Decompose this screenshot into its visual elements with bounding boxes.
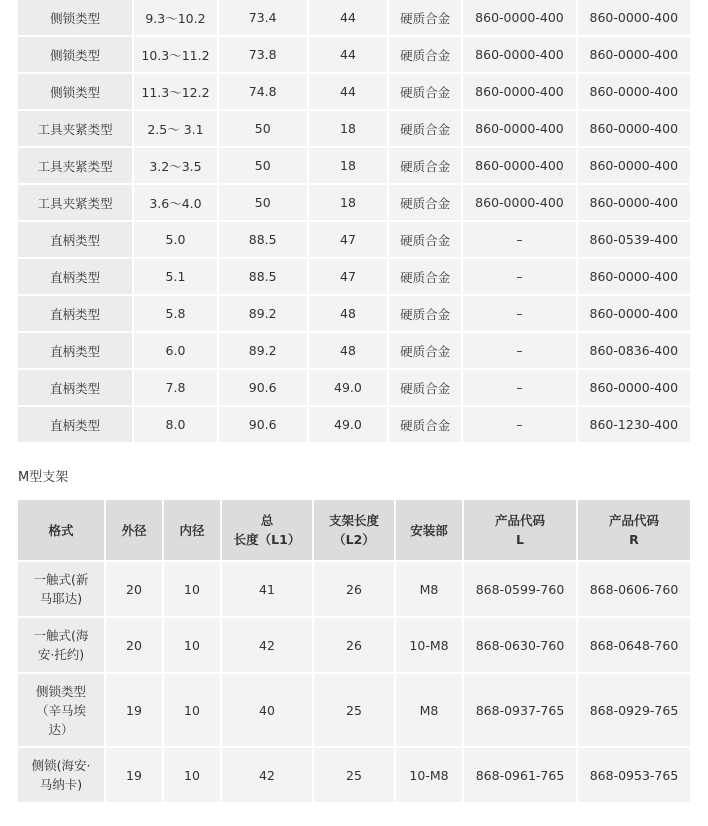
- table-cell: 硬质合金: [389, 259, 461, 294]
- table-row: [18, 296, 690, 331]
- table-cell: 47: [309, 259, 387, 294]
- table-cell: 直柄类型: [18, 222, 132, 257]
- table-cell: 860-0000-400: [463, 37, 575, 72]
- table-row: [18, 407, 690, 442]
- table-cell: 860-0000-400: [578, 185, 690, 220]
- column-header: 支架长度 （L2）: [314, 500, 394, 560]
- table-cell: 860-0000-400: [578, 0, 690, 35]
- table-cell: 90.6: [219, 370, 307, 405]
- product-table-m-bracket: [16, 498, 692, 804]
- table-cell: 10-M8: [396, 748, 462, 802]
- table-cell: 硬质合金: [389, 333, 461, 368]
- table-cell: 10: [164, 562, 220, 616]
- table-cell: 48: [309, 296, 387, 331]
- table-cell: 26: [314, 618, 394, 672]
- table-cell: 5.0: [134, 222, 216, 257]
- table-cell: 50: [219, 111, 307, 146]
- table-cell: 73.8: [219, 37, 307, 72]
- table-cell: 18: [309, 111, 387, 146]
- table-cell: 10: [164, 618, 220, 672]
- table-cell: –: [463, 222, 575, 257]
- table-cell: 868-0630-760: [464, 618, 576, 672]
- table-cell: 10: [164, 674, 220, 746]
- table-cell: 侧锁类型: [18, 0, 132, 35]
- column-header: 内径: [164, 500, 220, 560]
- table-cell: 40: [222, 674, 312, 746]
- table-row: [18, 259, 690, 294]
- table-cell: 860-0539-400: [578, 222, 690, 257]
- table-cell: 860-0000-400: [463, 185, 575, 220]
- table-cell: 42: [222, 748, 312, 802]
- table-cell: 47: [309, 222, 387, 257]
- table-cell: 6.0: [134, 333, 216, 368]
- table-row: [18, 674, 690, 746]
- table-cell: 5.8: [134, 296, 216, 331]
- column-header: 格式: [18, 500, 104, 560]
- table-cell: 868-0953-765: [578, 748, 690, 802]
- table-cell: 工具夹紧类型: [18, 148, 132, 183]
- table-cell: 50: [219, 148, 307, 183]
- table-cell: 860-0836-400: [578, 333, 690, 368]
- table-cell: 硬质合金: [389, 296, 461, 331]
- table-cell: 860-0000-400: [578, 74, 690, 109]
- table-cell: M8: [396, 674, 462, 746]
- table-cell: 50: [219, 185, 307, 220]
- table-cell: 侧锁类型 （辛马埃 达）: [18, 674, 104, 746]
- table-cell: 3.6～4.0: [134, 185, 216, 220]
- table-cell: 868-0648-760: [578, 618, 690, 672]
- table-cell: 一触式(新 马耶达): [18, 562, 104, 616]
- table-cell: 860-0000-400: [578, 111, 690, 146]
- column-header: 产品代码 R: [578, 500, 690, 560]
- table-row: [18, 618, 690, 672]
- table-cell: 88.5: [219, 259, 307, 294]
- column-header: 安装部: [396, 500, 462, 560]
- table-cell: 868-0606-760: [578, 562, 690, 616]
- table-cell: 直柄类型: [18, 407, 132, 442]
- table-cell: –: [463, 370, 575, 405]
- table-row: [18, 562, 690, 616]
- table-cell: 直柄类型: [18, 333, 132, 368]
- table-cell: 8.0: [134, 407, 216, 442]
- table-row: [18, 185, 690, 220]
- table-cell: 20: [106, 562, 162, 616]
- table-cell: 工具夹紧类型: [18, 185, 132, 220]
- table-cell: 9.3～10.2: [134, 0, 216, 35]
- table-cell: 一触式(海 安·托约): [18, 618, 104, 672]
- column-header: 产品代码 L: [464, 500, 576, 560]
- table-cell: 868-0937-765: [464, 674, 576, 746]
- table-cell: 73.4: [219, 0, 307, 35]
- table-cell: 868-0929-765: [578, 674, 690, 746]
- table-cell: 硬质合金: [389, 407, 461, 442]
- table-cell: M8: [396, 562, 462, 616]
- table-cell: 860-0000-400: [578, 296, 690, 331]
- table-row: [18, 370, 690, 405]
- table-cell: 直柄类型: [18, 259, 132, 294]
- table-cell: 硬质合金: [389, 222, 461, 257]
- table-cell: 860-0000-400: [463, 0, 575, 35]
- table-cell: 88.5: [219, 222, 307, 257]
- table-cell: 硬质合金: [389, 185, 461, 220]
- table-cell: 48: [309, 333, 387, 368]
- table-cell: 42: [222, 618, 312, 672]
- section-title-m-bracket: M型支架: [18, 470, 69, 485]
- table-cell: 硬质合金: [389, 370, 461, 405]
- table-cell: 侧锁(海安· 马纳卡): [18, 748, 104, 802]
- table-cell: 侧锁类型: [18, 37, 132, 72]
- table-cell: 89.2: [219, 296, 307, 331]
- table-cell: 860-1230-400: [578, 407, 690, 442]
- table-cell: 860-0000-400: [578, 148, 690, 183]
- table-row: [18, 37, 690, 72]
- table-row: [18, 222, 690, 257]
- table-row: [18, 748, 690, 802]
- table-cell: 868-0599-760: [464, 562, 576, 616]
- table-cell: 5.1: [134, 259, 216, 294]
- table-cell: 硬质合金: [389, 111, 461, 146]
- table-cell: 硬质合金: [389, 0, 461, 35]
- table-cell: 10.3～11.2: [134, 37, 216, 72]
- table-cell: 89.2: [219, 333, 307, 368]
- table-cell: 3.2～3.5: [134, 148, 216, 183]
- table-cell: 74.8: [219, 74, 307, 109]
- table-cell: 2.5～ 3.1: [134, 111, 216, 146]
- table-cell: 硬质合金: [389, 37, 461, 72]
- product-table-1: [16, 0, 692, 444]
- table-cell: 860-0000-400: [578, 370, 690, 405]
- table-cell: 25: [314, 674, 394, 746]
- table-cell: 7.8: [134, 370, 216, 405]
- table-cell: 868-0961-765: [464, 748, 576, 802]
- table-cell: 硬质合金: [389, 148, 461, 183]
- table-cell: 10-M8: [396, 618, 462, 672]
- column-header: 外径: [106, 500, 162, 560]
- table-cell: –: [463, 333, 575, 368]
- table-cell: 20: [106, 618, 162, 672]
- table-cell: 44: [309, 0, 387, 35]
- table-cell: 44: [309, 37, 387, 72]
- table-row: [18, 148, 690, 183]
- table-cell: 18: [309, 148, 387, 183]
- table-cell: 25: [314, 748, 394, 802]
- table-cell: 硬质合金: [389, 74, 461, 109]
- table-row: [18, 0, 690, 35]
- column-header: 总 长度（L1）: [222, 500, 312, 560]
- table-row: [18, 333, 690, 368]
- table-cell: 19: [106, 748, 162, 802]
- table-cell: 10: [164, 748, 220, 802]
- table-cell: 工具夹紧类型: [18, 111, 132, 146]
- table-cell: 49.0: [309, 370, 387, 405]
- table-cell: 直柄类型: [18, 370, 132, 405]
- table-cell: –: [463, 259, 575, 294]
- table-cell: 860-0000-400: [463, 111, 575, 146]
- table-cell: 41: [222, 562, 312, 616]
- table-cell: 860-0000-400: [578, 259, 690, 294]
- table-cell: 11.3～12.2: [134, 74, 216, 109]
- table-cell: 44: [309, 74, 387, 109]
- table-row: [18, 111, 690, 146]
- table-cell: 49.0: [309, 407, 387, 442]
- table-cell: 18: [309, 185, 387, 220]
- table-cell: 19: [106, 674, 162, 746]
- table-header-row: [18, 500, 690, 560]
- table-cell: 860-0000-400: [463, 74, 575, 109]
- table-cell: 直柄类型: [18, 296, 132, 331]
- table-row: [18, 74, 690, 109]
- table-cell: –: [463, 407, 575, 442]
- table-cell: –: [463, 296, 575, 331]
- table-cell: 90.6: [219, 407, 307, 442]
- table-cell: 侧锁类型: [18, 74, 132, 109]
- table-cell: 860-0000-400: [578, 37, 690, 72]
- table-cell: 26: [314, 562, 394, 616]
- table-cell: 860-0000-400: [463, 148, 575, 183]
